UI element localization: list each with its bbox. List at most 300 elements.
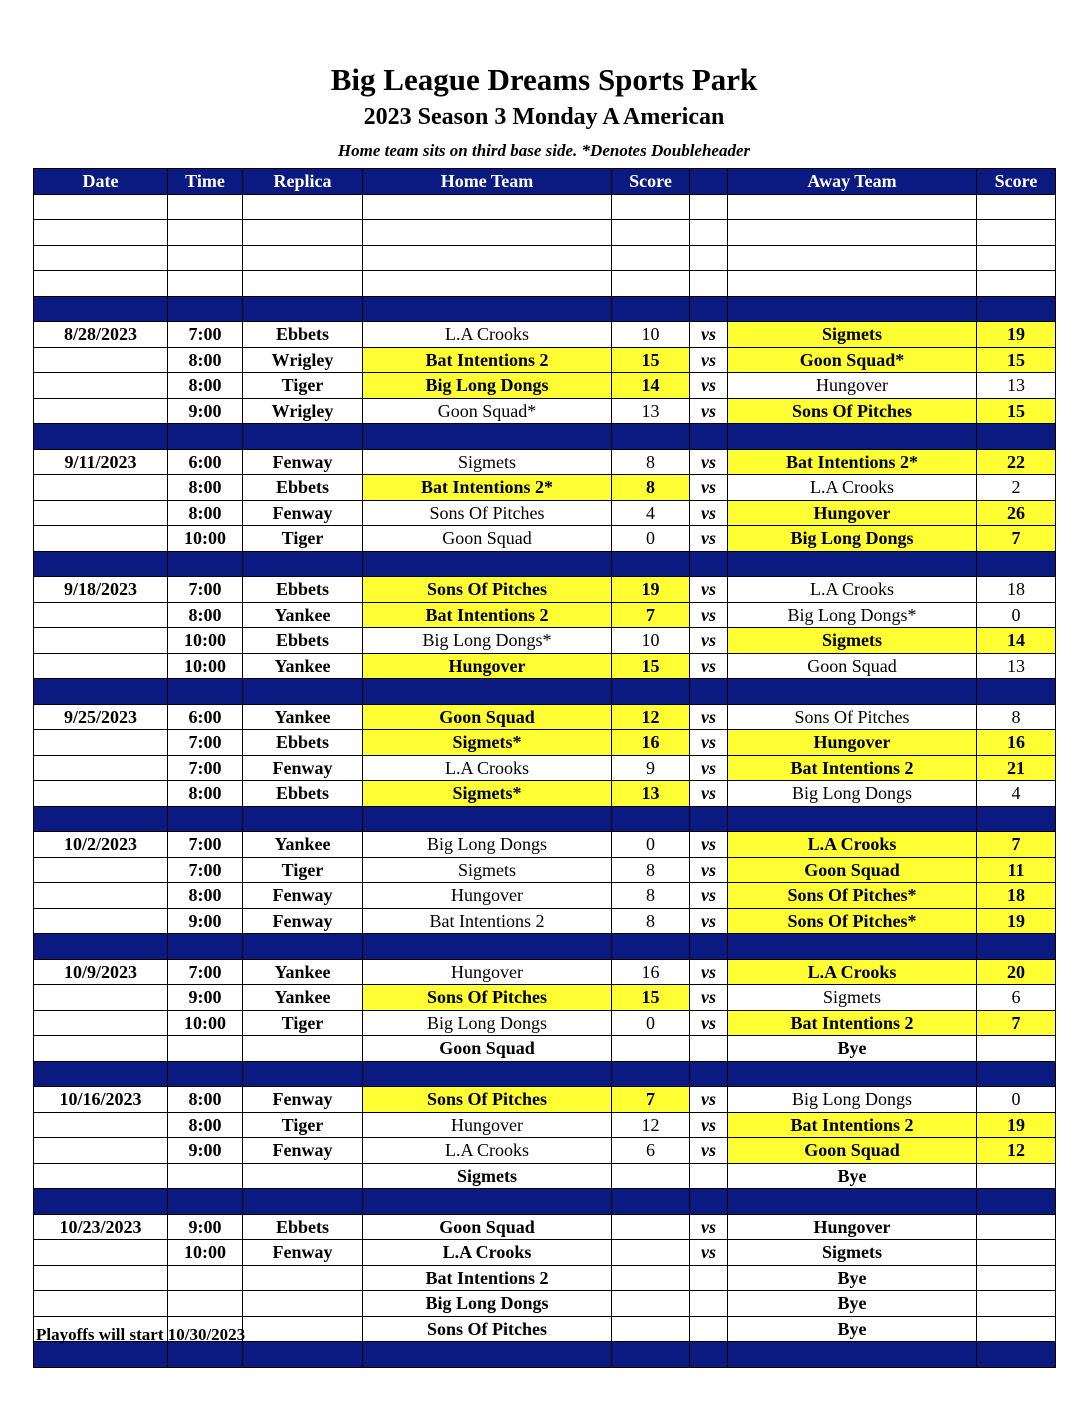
away-score-cell: 0 bbox=[977, 602, 1056, 628]
separator-cell bbox=[168, 1342, 243, 1368]
game-row bbox=[34, 653, 1056, 679]
date-cell bbox=[34, 398, 168, 424]
away-team-cell: Big Long Dongs bbox=[728, 781, 977, 807]
separator-cell bbox=[34, 1189, 168, 1215]
empty-cell bbox=[690, 220, 728, 246]
home-team-cell: Goon Squad bbox=[363, 704, 612, 730]
vs-cell: vs bbox=[690, 704, 728, 730]
separator-cell bbox=[363, 1061, 612, 1087]
home-score-cell bbox=[612, 1214, 690, 1240]
home-score-cell: 19 bbox=[612, 577, 690, 603]
game-row bbox=[34, 908, 1056, 934]
away-team-cell: Bye bbox=[728, 1163, 977, 1189]
away-team-cell: Bat Intentions 2 bbox=[728, 755, 977, 781]
replica-cell bbox=[243, 1291, 363, 1317]
away-score-cell bbox=[977, 1240, 1056, 1266]
separator-cell bbox=[34, 806, 168, 832]
empty-cell bbox=[612, 220, 690, 246]
vs-cell: vs bbox=[690, 1138, 728, 1164]
home-team-cell: L.A Crooks bbox=[363, 755, 612, 781]
away-team-cell: Sigmets bbox=[728, 1240, 977, 1266]
separator-cell bbox=[690, 551, 728, 577]
separator-cell bbox=[243, 934, 363, 960]
home-score-cell: 10 bbox=[612, 322, 690, 348]
separator-cell bbox=[690, 1189, 728, 1215]
away-score-cell: 2 bbox=[977, 475, 1056, 501]
replica-cell: Tiger bbox=[243, 526, 363, 552]
separator-cell bbox=[977, 1189, 1056, 1215]
game-row bbox=[34, 1138, 1056, 1164]
empty-cell bbox=[168, 245, 243, 271]
away-score-cell: 0 bbox=[977, 1087, 1056, 1113]
vs-cell: vs bbox=[690, 1087, 728, 1113]
page-title: Big League Dreams Sports Park bbox=[330, 62, 758, 97]
game-row bbox=[34, 322, 1056, 348]
away-score-cell: 13 bbox=[977, 653, 1056, 679]
away-score-cell: 6 bbox=[977, 985, 1056, 1011]
away-team-cell: Hungover bbox=[728, 373, 977, 399]
home-team-cell: Bat Intentions 2 bbox=[363, 908, 612, 934]
date-cell bbox=[34, 500, 168, 526]
separator-cell bbox=[363, 1342, 612, 1368]
away-score-cell: 19 bbox=[977, 1112, 1056, 1138]
time-cell bbox=[168, 1265, 243, 1291]
away-team-cell: Hungover bbox=[728, 1214, 977, 1240]
date-cell: 9/11/2023 bbox=[34, 449, 168, 475]
col-header-time: Time bbox=[168, 169, 243, 195]
vs-cell: vs bbox=[690, 959, 728, 985]
vs-cell: vs bbox=[690, 730, 728, 756]
home-score-cell: 8 bbox=[612, 883, 690, 909]
separator-cell bbox=[728, 551, 977, 577]
home-score-cell: 16 bbox=[612, 730, 690, 756]
game-row bbox=[34, 1240, 1056, 1266]
time-cell: 8:00 bbox=[168, 475, 243, 501]
away-team-cell: Hungover bbox=[728, 500, 977, 526]
empty-cell bbox=[34, 220, 168, 246]
home-team-cell: Big Long Dongs bbox=[363, 1291, 612, 1317]
game-row bbox=[34, 1214, 1056, 1240]
separator-cell bbox=[977, 806, 1056, 832]
home-score-cell: 0 bbox=[612, 832, 690, 858]
away-team-cell: L.A Crooks bbox=[728, 832, 977, 858]
game-row bbox=[34, 577, 1056, 603]
home-team-cell: Sigmets bbox=[363, 1163, 612, 1189]
game-row bbox=[34, 985, 1056, 1011]
date-cell bbox=[34, 653, 168, 679]
away-score-cell bbox=[977, 1265, 1056, 1291]
time-cell: 6:00 bbox=[168, 704, 243, 730]
replica-cell: Ebbets bbox=[243, 730, 363, 756]
away-score-cell: 19 bbox=[977, 322, 1056, 348]
col-header-away-team: Away Team bbox=[728, 169, 977, 195]
away-team-cell: Goon Squad* bbox=[728, 347, 977, 373]
vs-cell: vs bbox=[690, 1112, 728, 1138]
empty-row bbox=[34, 245, 1056, 271]
home-team-cell: Sigmets bbox=[363, 857, 612, 883]
date-cell bbox=[34, 1291, 168, 1317]
date-cell bbox=[34, 526, 168, 552]
game-row bbox=[34, 602, 1056, 628]
away-team-cell: Sons Of Pitches* bbox=[728, 883, 977, 909]
home-score-cell: 14 bbox=[612, 373, 690, 399]
home-score-cell bbox=[612, 1036, 690, 1062]
schedule-body bbox=[34, 194, 1056, 1367]
away-team-cell: Big Long Dongs bbox=[728, 526, 977, 552]
time-cell: 8:00 bbox=[168, 883, 243, 909]
home-team-cell: Big Long Dongs bbox=[363, 832, 612, 858]
game-row bbox=[34, 1010, 1056, 1036]
separator-cell bbox=[243, 296, 363, 322]
empty-cell bbox=[977, 194, 1056, 220]
time-cell: 9:00 bbox=[168, 398, 243, 424]
away-team-cell: L.A Crooks bbox=[728, 475, 977, 501]
replica-cell bbox=[243, 1036, 363, 1062]
time-cell: 7:00 bbox=[168, 857, 243, 883]
home-score-cell: 16 bbox=[612, 959, 690, 985]
date-cell bbox=[34, 373, 168, 399]
home-team-cell: Goon Squad bbox=[363, 1036, 612, 1062]
schedule-note: Home team sits on third base side. *Denotes Doubleheader bbox=[337, 141, 751, 160]
separator-cell bbox=[243, 1061, 363, 1087]
vs-cell: vs bbox=[690, 1240, 728, 1266]
home-score-cell: 9 bbox=[612, 755, 690, 781]
separator-cell bbox=[34, 679, 168, 705]
vs-cell: vs bbox=[690, 1010, 728, 1036]
game-row bbox=[34, 730, 1056, 756]
away-score-cell: 20 bbox=[977, 959, 1056, 985]
replica-cell: Tiger bbox=[243, 373, 363, 399]
home-score-cell: 12 bbox=[612, 704, 690, 730]
time-cell: 10:00 bbox=[168, 628, 243, 654]
empty-cell bbox=[690, 245, 728, 271]
replica-cell bbox=[243, 1265, 363, 1291]
time-cell: 8:00 bbox=[168, 347, 243, 373]
replica-cell: Tiger bbox=[243, 1112, 363, 1138]
separator-cell bbox=[168, 296, 243, 322]
col-header-vs bbox=[690, 169, 728, 195]
time-cell: 9:00 bbox=[168, 908, 243, 934]
bye-row bbox=[34, 1265, 1056, 1291]
empty-cell bbox=[168, 220, 243, 246]
time-cell: 8:00 bbox=[168, 373, 243, 399]
time-cell: 8:00 bbox=[168, 1112, 243, 1138]
vs-cell: vs bbox=[690, 398, 728, 424]
date-cell bbox=[34, 730, 168, 756]
separator-cell bbox=[728, 1061, 977, 1087]
vs-cell: vs bbox=[690, 373, 728, 399]
separator-cell bbox=[34, 1061, 168, 1087]
replica-cell: Fenway bbox=[243, 449, 363, 475]
home-team-cell: Bat Intentions 2* bbox=[363, 475, 612, 501]
vs-cell: vs bbox=[690, 628, 728, 654]
date-cell bbox=[34, 781, 168, 807]
replica-cell: Fenway bbox=[243, 1138, 363, 1164]
home-score-cell: 7 bbox=[612, 602, 690, 628]
separator-cell bbox=[612, 1061, 690, 1087]
away-score-cell: 8 bbox=[977, 704, 1056, 730]
vs-cell bbox=[690, 1163, 728, 1189]
time-cell: 7:00 bbox=[168, 577, 243, 603]
week-separator-row bbox=[34, 1061, 1056, 1087]
away-team-cell: Bye bbox=[728, 1291, 977, 1317]
time-cell: 9:00 bbox=[168, 985, 243, 1011]
vs-cell bbox=[690, 1291, 728, 1317]
home-team-cell: Sons Of Pitches bbox=[363, 1087, 612, 1113]
separator-cell bbox=[243, 1342, 363, 1368]
empty-cell bbox=[728, 271, 977, 297]
separator-cell bbox=[977, 934, 1056, 960]
empty-row bbox=[34, 220, 1056, 246]
date-cell: 10/23/2023 bbox=[34, 1214, 168, 1240]
away-team-cell: Big Long Dongs bbox=[728, 1087, 977, 1113]
separator-cell bbox=[612, 1342, 690, 1368]
empty-cell bbox=[612, 271, 690, 297]
separator-cell bbox=[243, 424, 363, 450]
separator-cell bbox=[977, 296, 1056, 322]
replica-cell: Ebbets bbox=[243, 322, 363, 348]
empty-cell bbox=[977, 245, 1056, 271]
away-score-cell: 7 bbox=[977, 832, 1056, 858]
away-score-cell: 12 bbox=[977, 1138, 1056, 1164]
separator-cell bbox=[34, 296, 168, 322]
game-row bbox=[34, 857, 1056, 883]
empty-cell bbox=[34, 245, 168, 271]
home-team-cell: Sons Of Pitches bbox=[363, 500, 612, 526]
home-score-cell: 8 bbox=[612, 857, 690, 883]
game-row bbox=[34, 832, 1056, 858]
empty-cell bbox=[363, 271, 612, 297]
separator-cell bbox=[168, 806, 243, 832]
separator-cell bbox=[612, 551, 690, 577]
home-score-cell bbox=[612, 1316, 690, 1342]
separator-cell bbox=[34, 424, 168, 450]
empty-cell bbox=[168, 271, 243, 297]
away-team-cell: Big Long Dongs* bbox=[728, 602, 977, 628]
col-header-home-score: Score bbox=[612, 169, 690, 195]
home-score-cell: 0 bbox=[612, 526, 690, 552]
away-score-cell: 11 bbox=[977, 857, 1056, 883]
date-cell bbox=[34, 883, 168, 909]
away-team-cell: L.A Crooks bbox=[728, 959, 977, 985]
separator-cell bbox=[612, 679, 690, 705]
home-score-cell: 15 bbox=[612, 653, 690, 679]
game-row bbox=[34, 1112, 1056, 1138]
separator-cell bbox=[728, 934, 977, 960]
home-score-cell: 10 bbox=[612, 628, 690, 654]
home-team-cell: Sigmets* bbox=[363, 730, 612, 756]
separator-cell bbox=[168, 424, 243, 450]
date-cell bbox=[34, 1112, 168, 1138]
away-score-cell: 7 bbox=[977, 1010, 1056, 1036]
empty-cell bbox=[243, 271, 363, 297]
game-row bbox=[34, 883, 1056, 909]
empty-cell bbox=[977, 271, 1056, 297]
away-team-cell: Goon Squad bbox=[728, 653, 977, 679]
date-cell: 9/18/2023 bbox=[34, 577, 168, 603]
game-row bbox=[34, 347, 1056, 373]
away-team-cell: Sons Of Pitches bbox=[728, 704, 977, 730]
time-cell: 10:00 bbox=[168, 1240, 243, 1266]
home-score-cell bbox=[612, 1265, 690, 1291]
separator-cell bbox=[728, 424, 977, 450]
date-cell bbox=[34, 602, 168, 628]
separator-cell bbox=[168, 679, 243, 705]
home-score-cell: 7 bbox=[612, 1087, 690, 1113]
away-team-cell: Bat Intentions 2 bbox=[728, 1010, 977, 1036]
separator-cell bbox=[612, 424, 690, 450]
away-score-cell bbox=[977, 1316, 1056, 1342]
home-score-cell: 0 bbox=[612, 1010, 690, 1036]
empty-cell bbox=[690, 194, 728, 220]
vs-cell bbox=[690, 1265, 728, 1291]
home-score-cell: 15 bbox=[612, 985, 690, 1011]
away-team-cell: Sigmets bbox=[728, 985, 977, 1011]
date-cell bbox=[34, 1036, 168, 1062]
time-cell: 7:00 bbox=[168, 755, 243, 781]
separator-cell bbox=[690, 679, 728, 705]
home-team-cell: Sons Of Pitches bbox=[363, 577, 612, 603]
away-score-cell bbox=[977, 1163, 1056, 1189]
away-team-cell: Sons Of Pitches* bbox=[728, 908, 977, 934]
replica-cell: Ebbets bbox=[243, 628, 363, 654]
vs-cell bbox=[690, 1316, 728, 1342]
vs-cell: vs bbox=[690, 526, 728, 552]
week-separator-row bbox=[34, 934, 1056, 960]
time-cell: 7:00 bbox=[168, 832, 243, 858]
replica-cell: Yankee bbox=[243, 985, 363, 1011]
col-header-date: Date bbox=[34, 169, 168, 195]
date-cell bbox=[34, 475, 168, 501]
page-subtitle: 2023 Season 3 Monday A American bbox=[363, 104, 725, 130]
home-score-cell: 12 bbox=[612, 1112, 690, 1138]
time-cell: 10:00 bbox=[168, 526, 243, 552]
game-row bbox=[34, 628, 1056, 654]
separator-cell bbox=[363, 551, 612, 577]
date-cell bbox=[34, 347, 168, 373]
vs-cell: vs bbox=[690, 985, 728, 1011]
time-cell bbox=[168, 1291, 243, 1317]
separator-cell bbox=[728, 296, 977, 322]
away-score-cell: 14 bbox=[977, 628, 1056, 654]
away-score-cell: 16 bbox=[977, 730, 1056, 756]
away-score-cell bbox=[977, 1036, 1056, 1062]
vs-cell: vs bbox=[690, 755, 728, 781]
separator-cell bbox=[243, 551, 363, 577]
replica-cell: Tiger bbox=[243, 1010, 363, 1036]
vs-cell: vs bbox=[690, 1214, 728, 1240]
away-team-cell: Bye bbox=[728, 1316, 977, 1342]
home-team-cell: Big Long Dongs bbox=[363, 1010, 612, 1036]
away-team-cell: Bat Intentions 2* bbox=[728, 449, 977, 475]
home-score-cell: 13 bbox=[612, 398, 690, 424]
replica-cell: Fenway bbox=[243, 1087, 363, 1113]
vs-cell: vs bbox=[690, 475, 728, 501]
home-score-cell: 8 bbox=[612, 475, 690, 501]
time-cell: 8:00 bbox=[168, 500, 243, 526]
date-cell bbox=[34, 1265, 168, 1291]
vs-cell: vs bbox=[690, 500, 728, 526]
week-separator-row bbox=[34, 296, 1056, 322]
game-row bbox=[34, 500, 1056, 526]
time-cell: 7:00 bbox=[168, 959, 243, 985]
replica-cell: Fenway bbox=[243, 883, 363, 909]
separator-cell bbox=[168, 1189, 243, 1215]
home-score-cell: 13 bbox=[612, 781, 690, 807]
separator-cell bbox=[728, 679, 977, 705]
home-team-cell: Big Long Dongs* bbox=[363, 628, 612, 654]
away-team-cell: Hungover bbox=[728, 730, 977, 756]
time-cell: 6:00 bbox=[168, 449, 243, 475]
home-team-cell: Goon Squad* bbox=[363, 398, 612, 424]
date-cell bbox=[34, 908, 168, 934]
replica-cell bbox=[243, 1316, 363, 1342]
bye-row bbox=[34, 1036, 1056, 1062]
replica-cell: Ebbets bbox=[243, 475, 363, 501]
away-score-cell: 26 bbox=[977, 500, 1056, 526]
away-score-cell: 22 bbox=[977, 449, 1056, 475]
bye-row bbox=[34, 1291, 1056, 1317]
separator-cell bbox=[977, 1342, 1056, 1368]
separator-cell bbox=[977, 551, 1056, 577]
away-score-cell bbox=[977, 1214, 1056, 1240]
home-team-cell: Big Long Dongs bbox=[363, 373, 612, 399]
time-cell: 9:00 bbox=[168, 1138, 243, 1164]
game-row bbox=[34, 704, 1056, 730]
time-cell: 7:00 bbox=[168, 730, 243, 756]
separator-cell bbox=[168, 551, 243, 577]
away-team-cell: Sigmets bbox=[728, 322, 977, 348]
empty-cell bbox=[34, 271, 168, 297]
replica-cell: Yankee bbox=[243, 602, 363, 628]
separator-cell bbox=[363, 679, 612, 705]
replica-cell: Wrigley bbox=[243, 347, 363, 373]
separator-cell bbox=[363, 806, 612, 832]
time-cell: 10:00 bbox=[168, 1010, 243, 1036]
time-cell: 8:00 bbox=[168, 1087, 243, 1113]
away-team-cell: Bye bbox=[728, 1036, 977, 1062]
home-team-cell: Sons Of Pitches bbox=[363, 1316, 612, 1342]
vs-cell: vs bbox=[690, 653, 728, 679]
week-separator-row bbox=[34, 424, 1056, 450]
home-team-cell: Hungover bbox=[363, 653, 612, 679]
home-score-cell: 4 bbox=[612, 500, 690, 526]
replica-cell: Ebbets bbox=[243, 1214, 363, 1240]
date-cell bbox=[34, 1240, 168, 1266]
week-separator-row bbox=[34, 1189, 1056, 1215]
date-cell bbox=[34, 857, 168, 883]
replica-cell: Yankee bbox=[243, 832, 363, 858]
separator-cell bbox=[728, 1342, 977, 1368]
vs-cell: vs bbox=[690, 602, 728, 628]
separator-cell bbox=[363, 1189, 612, 1215]
home-team-cell: Hungover bbox=[363, 959, 612, 985]
playoffs-note: Playoffs will start 10/30/2023 bbox=[36, 1325, 246, 1344]
vs-cell: vs bbox=[690, 781, 728, 807]
empty-cell bbox=[243, 220, 363, 246]
game-row bbox=[34, 781, 1056, 807]
home-team-cell: L.A Crooks bbox=[363, 322, 612, 348]
away-score-cell: 18 bbox=[977, 883, 1056, 909]
home-team-cell: L.A Crooks bbox=[363, 1138, 612, 1164]
vs-cell: vs bbox=[690, 577, 728, 603]
week-separator-row bbox=[34, 1342, 1056, 1368]
separator-cell bbox=[690, 424, 728, 450]
separator-cell bbox=[690, 806, 728, 832]
game-row bbox=[34, 959, 1056, 985]
empty-cell bbox=[363, 194, 612, 220]
away-team-cell: Goon Squad bbox=[728, 857, 977, 883]
